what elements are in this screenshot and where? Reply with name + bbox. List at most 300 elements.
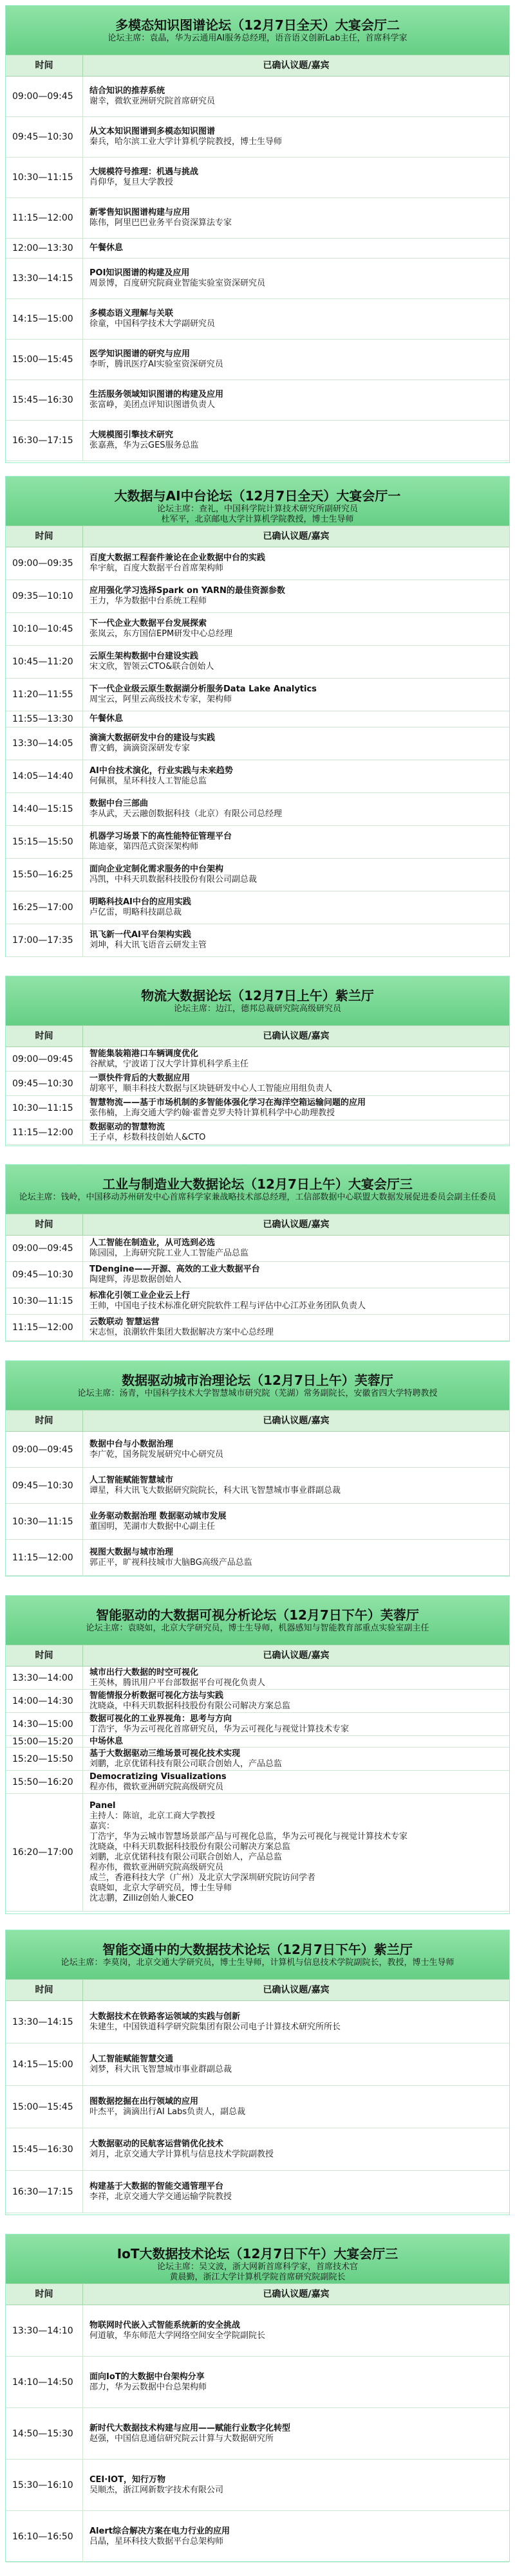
row-content bbox=[83, 1504, 509, 1539]
table-row bbox=[6, 760, 509, 793]
table-row bbox=[6, 1690, 509, 1713]
forum-header bbox=[6, 1596, 509, 1645]
header-topic: 已确认议题/嘉宾 bbox=[263, 1650, 330, 1661]
row-time: 11:15—12:00 bbox=[6, 198, 83, 238]
forum-host: 论坛主席：李莫岗，北京交通大学研究员，博士生导师，计算机与信息技术学院副院长，教授，博士生导师 bbox=[61, 1958, 454, 1968]
table-row bbox=[6, 117, 509, 158]
row-time: 14:00—14:30 bbox=[6, 1690, 83, 1712]
row-content bbox=[83, 679, 509, 711]
row-content bbox=[83, 1667, 509, 1689]
table-row bbox=[6, 2511, 509, 2562]
row-time: 09:00—09:45 bbox=[6, 1432, 83, 1467]
row-time: 09:45—10:30 bbox=[6, 117, 83, 157]
row-content bbox=[83, 117, 509, 157]
header-time: 时间 bbox=[6, 1411, 83, 1431]
row-speaker: 陈迪豪，第四范式资深架构师 bbox=[89, 842, 199, 852]
table-row bbox=[6, 158, 509, 198]
header-time: 时间 bbox=[6, 2284, 83, 2305]
forum-title: IoT大数据技术论坛（12月7日下午）大宴会厅三 bbox=[117, 2246, 398, 2261]
row-speaker: 肖仰华，复旦大学教授 bbox=[89, 178, 174, 187]
row-topic: 数据可视化的工业界视角：思考与方向 bbox=[89, 1713, 232, 1724]
row-speaker: 周宝云，阿里云高级技术专家，架构师 bbox=[89, 695, 232, 704]
row-speaker: 刘月，北京交通大学计算机与信息技术学院副教授 bbox=[89, 2149, 274, 2159]
row-speaker: 刘鹏，北京优锘科技有限公司联合创始人，产品总监 bbox=[89, 1758, 283, 1769]
header-topic: 已确认议题/嘉宾 bbox=[263, 2289, 330, 2299]
row-speaker: 朱建生，中国铁道科学研究院集团有限公司电子计算技术研究所所长 bbox=[89, 2022, 341, 2032]
row-content bbox=[83, 340, 509, 379]
forum-title: 大数据与AI中台论坛（12月7日全天）大宴会厅一 bbox=[114, 488, 401, 504]
table-row bbox=[6, 299, 509, 340]
table-row bbox=[6, 2460, 509, 2511]
row-time: 11:15—12:00 bbox=[6, 1540, 83, 1575]
row-speaker: 沈晓焱，中科天玑数据科技股份有限公司解决方案总监 bbox=[89, 1842, 291, 1852]
row-topic: 机器学习场景下的高性能特征管理平台 bbox=[89, 832, 232, 841]
row-speaker: 陶建辉，涛思数据创始人 bbox=[89, 1275, 182, 1284]
table-header bbox=[6, 1214, 509, 1236]
row-topic: 人工智能赋能智慧城市 bbox=[89, 1475, 174, 1485]
row-speaker: 何佩祺，星环科技人工智能总监 bbox=[89, 776, 207, 786]
row-speaker: 张伟楠，上海交通大学约翰·霍普克罗夫特计算机科学中心助理教授 bbox=[89, 1108, 335, 1118]
row-topic: 多模态语义理解与关联 bbox=[89, 309, 174, 318]
row-time: 09:45—10:30 bbox=[6, 1072, 83, 1095]
forum-host: 论坛主席：吴文波，浙大网新首席科学家，首席技术官 黄晨勤，浙江大学计算机学院首席研究院副院长 bbox=[156, 2262, 358, 2282]
row-topic: 人工智能赋能智慧交通 bbox=[89, 2054, 174, 2064]
table-row bbox=[6, 380, 509, 421]
row-content bbox=[83, 1120, 509, 1144]
row-topic: Democratizing Visualizations bbox=[89, 1771, 227, 1782]
row-topic: 新零售知识图谱构建与应用 bbox=[89, 208, 191, 217]
row-time: 14:40—15:15 bbox=[6, 793, 83, 825]
table-row bbox=[6, 340, 509, 380]
table-row bbox=[6, 793, 509, 826]
header-topic: 已确认议题/嘉宾 bbox=[263, 1031, 330, 1041]
row-content bbox=[83, 1288, 509, 1314]
row-time: 11:15—12:00 bbox=[6, 1315, 83, 1340]
row-speaker: 牟宇航，百度大数据平台首席架构师 bbox=[89, 563, 224, 573]
row-content bbox=[83, 2460, 509, 2510]
row-time: 15:45—16:30 bbox=[6, 380, 83, 420]
row-speaker: 成兰，香港科技大学（广州）及北京大学深圳研究院访问学者 bbox=[89, 1873, 316, 1883]
row-time: 14:50—15:30 bbox=[6, 2408, 83, 2459]
table-row bbox=[6, 1262, 509, 1288]
forum-header bbox=[6, 477, 509, 525]
table-row bbox=[6, 2043, 509, 2086]
table-row bbox=[6, 1713, 509, 1736]
forum-title: 数据驱动城市治理论坛（12月7日上午）芙蓉厅 bbox=[122, 1373, 393, 1388]
header-time: 时间 bbox=[6, 55, 83, 76]
row-content bbox=[83, 711, 509, 727]
row-topic: 午餐休息 bbox=[89, 243, 124, 253]
row-content bbox=[83, 421, 509, 461]
forum-section bbox=[5, 1360, 510, 1576]
row-topic: 大数据驱动的民航客运营销优化技术 bbox=[89, 2139, 224, 2149]
table-row bbox=[6, 1736, 509, 1748]
row-speaker: 沈志鹏，Zilliz创始人兼CEO bbox=[89, 1894, 194, 1903]
row-content bbox=[83, 1713, 509, 1735]
row-topic: AI中台技术演化，行业实践与未来趋势 bbox=[89, 766, 233, 776]
row-topic: Alert综合解决方案在电力行业的应用 bbox=[89, 2526, 230, 2536]
row-speaker: 曹文鹤，滴滴资深研发专家 bbox=[89, 744, 191, 753]
row-content bbox=[83, 1315, 509, 1340]
row-time: 14:05—14:40 bbox=[6, 760, 83, 792]
row-speaker: 秦兵，哈尔滨工业大学计算机学院教授，博士生导师 bbox=[89, 137, 283, 147]
header-topic: 已确认议题/嘉宾 bbox=[263, 60, 330, 71]
row-topic: 从文本知识图谱到多模态知识图谱 bbox=[89, 127, 216, 136]
forum-header bbox=[6, 1930, 509, 1979]
row-content bbox=[83, 1432, 509, 1467]
table-row bbox=[6, 2171, 509, 2213]
header-topic: 已确认议题/嘉宾 bbox=[263, 1416, 330, 1426]
row-time: 15:00—15:45 bbox=[6, 340, 83, 379]
row-content bbox=[83, 2357, 509, 2407]
row-time: 12:00—13:30 bbox=[6, 239, 83, 258]
row-speaker: 王帅，中国电子技术标准化研究院软件工程与评估中心江苏业务团队负责人 bbox=[89, 1301, 366, 1311]
row-topic: 下一代企业级云原生数据湖分析服务Data Lake Analytics bbox=[89, 684, 317, 694]
table-row bbox=[6, 1236, 509, 1262]
row-speaker: 卢亿雷，明略科技副总裁 bbox=[89, 908, 182, 917]
row-time: 09:00—09:45 bbox=[6, 1047, 83, 1071]
table-row bbox=[6, 2408, 509, 2460]
table-row bbox=[6, 77, 509, 117]
row-content bbox=[83, 2511, 509, 2562]
table-row bbox=[6, 1096, 509, 1120]
row-content bbox=[83, 158, 509, 197]
row-time: 14:15—15:00 bbox=[6, 2043, 83, 2085]
row-topic: CEI·IOT，知行万物 bbox=[89, 2474, 165, 2485]
row-time: 15:30—16:10 bbox=[6, 2460, 83, 2510]
row-content bbox=[83, 580, 509, 612]
row-speaker: 冯凯，中科天玑数据科技股份有限公司副总裁 bbox=[89, 875, 258, 884]
forum-host: 论坛主席：查礼，中国科学院计算技术研究所副研究员 杜军平，北京邮电大学计算机学院教授，博士生导师 bbox=[156, 504, 358, 524]
row-content bbox=[83, 826, 509, 858]
row-topic: 大规模图引擎技术研究 bbox=[89, 430, 174, 440]
forum-title: 工业与制造业大数据论坛（12月7日上午）大宴会厅三 bbox=[102, 1176, 413, 1192]
row-speaker: 邵力，华为云数据中台总架构师 bbox=[89, 2382, 207, 2392]
table-header bbox=[6, 525, 509, 547]
table-row bbox=[6, 646, 509, 679]
row-speaker: 周景博，百度研究院商业智能实验室资深研究员 bbox=[89, 279, 266, 288]
row-topic: 云原生架构数据中台建设实践 bbox=[89, 652, 199, 661]
table-row bbox=[6, 613, 509, 646]
row-content bbox=[83, 2305, 509, 2356]
forum-section bbox=[5, 976, 510, 1146]
row-topic: Panel bbox=[89, 1801, 116, 1811]
row-speaker: 程亦伟，微软亚洲研究院高级研究员 bbox=[89, 1863, 224, 1872]
header-topic: 已确认议题/嘉宾 bbox=[263, 1985, 330, 1995]
row-topic: 大规模符号推理：机遇与挑战 bbox=[89, 167, 199, 177]
table-row bbox=[6, 891, 509, 924]
row-time: 10:30—11:15 bbox=[6, 1096, 83, 1120]
table-row bbox=[6, 547, 509, 580]
row-topic: 医学知识图谱的研究与应用 bbox=[89, 349, 191, 359]
table-row bbox=[6, 198, 509, 239]
table-row bbox=[6, 2086, 509, 2128]
row-topic: 数据中台三部曲 bbox=[89, 799, 149, 808]
row-content bbox=[83, 1096, 509, 1120]
forum-section bbox=[5, 1595, 510, 1914]
row-topic: 业务驱动数据治理 数据驱动城市发展 bbox=[89, 1511, 227, 1521]
forum-host: 论坛主席：边江，德邦总裁研究院高级研究员 bbox=[173, 1004, 341, 1014]
row-content bbox=[83, 2128, 509, 2170]
row-topic: 基于大数据驱动三维场景可视化技术实现 bbox=[89, 1748, 241, 1758]
row-topic: TDengine——开源、高效的工业大数据平台 bbox=[89, 1265, 260, 1274]
row-topic: 构建基于大数据的智能交通管理平台 bbox=[89, 2181, 224, 2191]
row-time: 15:15—15:50 bbox=[6, 826, 83, 858]
row-speaker: 宋志恒，浪潮软件集团大数据解决方案中心总经理 bbox=[89, 1328, 274, 1337]
row-time: 09:00—09:35 bbox=[6, 547, 83, 580]
row-time: 10:30—11:15 bbox=[6, 1288, 83, 1314]
table-row bbox=[6, 679, 509, 711]
row-time: 09:45—10:30 bbox=[6, 1468, 83, 1503]
row-time: 15:00—15:20 bbox=[6, 1736, 83, 1747]
row-time: 13:30—14:10 bbox=[6, 2305, 83, 2356]
table-row bbox=[6, 1047, 509, 1072]
row-topic: 智慧物流——基于市场机制的多智能体强化学习在海洋空箱运输问题的应用 bbox=[89, 1097, 366, 1108]
row-speaker: 李昕，腾讯医疗AI实验室资深研究员 bbox=[89, 360, 223, 369]
row-topic: 大数据技术在铁路客运领域的实践与创新 bbox=[89, 2011, 241, 2022]
forum-section bbox=[5, 1164, 510, 1342]
row-topic: 结合知识的推荐系统 bbox=[89, 86, 165, 96]
row-speaker: 董国明，芜湖市大数据中心副主任 bbox=[89, 1521, 216, 1531]
table-row bbox=[6, 421, 509, 461]
row-content bbox=[83, 1736, 509, 1747]
table-header bbox=[6, 1025, 509, 1047]
row-time: 17:00—17:35 bbox=[6, 924, 83, 956]
table-row bbox=[6, 2001, 509, 2043]
row-speaker: 张岚云，东方国信EPM研发中心总经理 bbox=[89, 629, 233, 639]
row-time: 11:15—12:00 bbox=[6, 1120, 83, 1144]
row-content bbox=[83, 891, 509, 924]
row-speaker: 谭星，科大讯飞大数据研究院院长，科大讯飞智慧城市事业群副总裁 bbox=[89, 1485, 341, 1495]
row-content bbox=[83, 1468, 509, 1503]
table-row bbox=[6, 1504, 509, 1540]
row-speaker: 王力，华为数据中台系统工程师 bbox=[89, 596, 207, 606]
forum-header bbox=[6, 6, 509, 55]
row-time: 15:50—16:20 bbox=[6, 1771, 83, 1793]
forum-title: 多模态知识图谱论坛（12月7日全天）大宴会厅二 bbox=[115, 17, 400, 33]
row-speaker: 刘坤，科大讯飞语音云研发主管 bbox=[89, 940, 207, 950]
table-header bbox=[6, 1645, 509, 1667]
row-speaker: 宋文欣，智领云CTO&联合创始人 bbox=[89, 662, 214, 671]
header-time: 时间 bbox=[6, 526, 83, 547]
row-speaker: 张富峥，美团点评知识图谱负责人 bbox=[89, 400, 216, 410]
row-speaker: 胡寒平，顺丰科技大数据与区块链研发中心人工智能应用组负责人 bbox=[89, 1083, 333, 1093]
row-time: 13:30—14:15 bbox=[6, 259, 83, 298]
row-content bbox=[83, 646, 509, 678]
row-speaker: 李祥，北京交通大学交通运输学院教授 bbox=[89, 2191, 232, 2202]
table-row bbox=[6, 1771, 509, 1794]
row-topic: 明略科技AI中台的应用实践 bbox=[89, 897, 191, 907]
row-content bbox=[83, 2001, 509, 2043]
row-topic: POI知识图谱的构建及应用 bbox=[89, 268, 190, 278]
forum-title: 智能驱动的大数据可视分析论坛（12月7日下午）芙蓉厅 bbox=[96, 1607, 419, 1623]
row-time: 11:20—11:55 bbox=[6, 679, 83, 711]
row-speaker: 丁浩宇，华为云城市智慧场景部产品与可视化总监，华为云可视化与视觉计算技术专家 bbox=[89, 1832, 408, 1841]
row-content bbox=[83, 1047, 509, 1071]
row-speaker: 程亦伟，微软亚洲研究院高级研究员 bbox=[89, 1782, 224, 1792]
row-time: 09:45—10:30 bbox=[6, 1262, 83, 1288]
row-content bbox=[83, 2043, 509, 2085]
header-time: 时间 bbox=[6, 1026, 83, 1046]
forum-host: 论坛主席：钱岭，中国移动苏州研发中心首席科学家兼战略技术部总经理，工信部数据中心联盟大数据发展促进委员会副主任委员 bbox=[19, 1192, 496, 1202]
table-row bbox=[6, 1288, 509, 1315]
table-row bbox=[6, 1432, 509, 1468]
table-header bbox=[6, 1410, 509, 1432]
row-topic: 视图大数据与城市治理 bbox=[89, 1547, 174, 1557]
header-time: 时间 bbox=[6, 1645, 83, 1666]
row-time: 09:00—09:45 bbox=[6, 77, 83, 116]
row-speaker: 丁浩宇，华为云可视化首席研究员，华为云可视化与视觉计算技术专家 bbox=[89, 1724, 350, 1734]
row-time: 13:30—14:05 bbox=[6, 727, 83, 760]
row-content bbox=[83, 924, 509, 956]
row-topic: 生活服务领域知识图谱的构建及应用 bbox=[89, 390, 224, 399]
row-content bbox=[83, 239, 509, 258]
table-row bbox=[6, 1667, 509, 1690]
row-content bbox=[83, 1748, 509, 1770]
row-speaker: 嘉宾： bbox=[89, 1822, 115, 1831]
row-time: 15:20—15:50 bbox=[6, 1748, 83, 1770]
row-content bbox=[83, 1072, 509, 1095]
row-speaker: 叶杰平，滴滴出行AI Labs负责人，副总裁 bbox=[89, 2106, 246, 2117]
header-time: 时间 bbox=[6, 1980, 83, 2000]
forum-host: 论坛主席：袁晓如，北京大学研究员，博士生导师，机器感知与智能教育部重点实验室副主任 bbox=[86, 1623, 429, 1633]
row-topic: 滴滴大数据研发中台的建设与实践 bbox=[89, 733, 216, 743]
forum-title: 智能交通中的大数据技术论坛（12月7日下午）紫兰厅 bbox=[102, 1942, 413, 1957]
row-time: 09:00—09:45 bbox=[6, 1236, 83, 1261]
row-topic: 数据驱动的智慧物流 bbox=[89, 1122, 165, 1132]
row-time: 09:35—10:10 bbox=[6, 580, 83, 612]
row-content bbox=[83, 2408, 509, 2459]
row-topic: 物联网时代嵌入式智能系统新的安全挑战 bbox=[89, 2320, 241, 2330]
row-topic: 午餐休息 bbox=[89, 714, 124, 724]
row-topic: 应用强化学习选择Spark on YARN的最佳资源参数 bbox=[89, 586, 285, 596]
row-speaker: 陈伟，阿里巴巴业务平台资深算法专家 bbox=[89, 218, 232, 228]
row-speaker: 王英林，腾讯用户平台部数据平台可视化负责人 bbox=[89, 1677, 266, 1688]
row-speaker: 沈晓焱，中科天玑数据科技股份有限公司解决方案总监 bbox=[89, 1701, 291, 1711]
table-row bbox=[6, 859, 509, 891]
row-content bbox=[83, 2086, 509, 2128]
row-content bbox=[83, 259, 509, 298]
forum-title: 物流大数据论坛（12月7日上午）紫兰厅 bbox=[141, 988, 374, 1003]
table-row bbox=[6, 924, 509, 957]
row-content bbox=[83, 1794, 509, 1911]
table-row bbox=[6, 1794, 509, 1912]
table-row bbox=[6, 1120, 509, 1145]
row-speaker: 何道敏，华东师范大学网络空间安全学院副院长 bbox=[89, 2330, 266, 2341]
forum-header bbox=[6, 1361, 509, 1410]
row-topic: 数据中台与小数据治理 bbox=[89, 1439, 174, 1449]
row-topic: 图数据挖掘在出行领域的应用 bbox=[89, 2096, 199, 2106]
row-time: 16:20—17:00 bbox=[6, 1794, 83, 1911]
row-content bbox=[83, 1771, 509, 1793]
header-time: 时间 bbox=[6, 1214, 83, 1235]
row-topic: 一票快件背后的大数据应用 bbox=[89, 1073, 191, 1083]
row-content bbox=[83, 77, 509, 116]
row-content bbox=[83, 547, 509, 580]
table-row bbox=[6, 1748, 509, 1771]
row-topic: 面向IoT的大数据中台架构分享 bbox=[89, 2371, 205, 2382]
row-time: 10:45—11:20 bbox=[6, 646, 83, 678]
header-topic: 已确认议题/嘉宾 bbox=[263, 1219, 330, 1230]
row-time: 16:30—17:15 bbox=[6, 2171, 83, 2213]
row-content bbox=[83, 793, 509, 825]
row-content bbox=[83, 2171, 509, 2213]
row-speaker: 王子卓，杉数科技创始人&CTO bbox=[89, 1132, 206, 1142]
forum-section bbox=[5, 476, 510, 957]
row-topic: 标准化引领工业企业云上行 bbox=[89, 1291, 191, 1301]
table-row bbox=[6, 239, 509, 259]
row-speaker: 吴顺杰，浙江网新数字技术有限公司 bbox=[89, 2485, 224, 2495]
row-content bbox=[83, 727, 509, 760]
table-header bbox=[6, 55, 509, 77]
table-row bbox=[6, 2128, 509, 2171]
table-header bbox=[6, 2283, 509, 2305]
row-time: 10:10—10:45 bbox=[6, 613, 83, 645]
header-topic: 已确认议题/嘉宾 bbox=[263, 531, 330, 542]
table-row bbox=[6, 711, 509, 727]
row-time: 10:30—11:15 bbox=[6, 158, 83, 197]
row-speaker: 李从武，天云融创数据科技（北京）有限公司总经理 bbox=[89, 809, 283, 819]
forum-header bbox=[6, 2234, 509, 2283]
row-speaker: 徐童，中国科学技术大学副研究员 bbox=[89, 319, 216, 329]
row-time: 11:55—13:30 bbox=[6, 711, 83, 727]
table-row bbox=[6, 826, 509, 859]
row-content bbox=[83, 198, 509, 238]
row-time: 14:10—14:50 bbox=[6, 2357, 83, 2407]
row-time: 15:00—15:45 bbox=[6, 2086, 83, 2128]
row-time: 10:30—11:15 bbox=[6, 1504, 83, 1539]
row-time: 14:15—15:00 bbox=[6, 299, 83, 339]
forum-header bbox=[6, 1165, 509, 1214]
forum-section bbox=[5, 2234, 510, 2562]
row-speaker: 郭正平，旷视科技城市大脑BG高级产品总监 bbox=[89, 1557, 252, 1567]
row-topic: 智能集装箱港口车辆调度优化 bbox=[89, 1048, 199, 1059]
row-time: 13:30—14:00 bbox=[6, 1667, 83, 1689]
row-topic: 百度大数据工程套件兼论在企业数据中台的实践 bbox=[89, 553, 266, 563]
row-content bbox=[83, 1236, 509, 1261]
row-content bbox=[83, 760, 509, 792]
row-speaker: 陈园园，上海研究院工业人工智能产品总监 bbox=[89, 1248, 249, 1258]
row-time: 13:30—14:15 bbox=[6, 2001, 83, 2043]
row-topic: 人工智能在制造业，从可选到必选 bbox=[89, 1238, 216, 1248]
row-topic: 智能情报分析数据可视化方法与实践 bbox=[89, 1690, 224, 1701]
row-time: 16:25—17:00 bbox=[6, 891, 83, 924]
row-speaker: 谷猷斌，宁波诺丁汉大学计算机科学系主任 bbox=[89, 1059, 249, 1069]
row-topic: 面向企业定制化需求服务的中台架构 bbox=[89, 864, 224, 874]
forum-header bbox=[6, 976, 509, 1025]
row-content bbox=[83, 1262, 509, 1288]
row-speaker: 赵强，中国信息通信研究院云计算与大数据研究所 bbox=[89, 2433, 274, 2444]
row-speaker: 吕晶，星环科技大数据平台总架构师 bbox=[89, 2536, 224, 2546]
row-speaker: 张嘉燕，华为云GES服务总监 bbox=[89, 441, 199, 450]
row-speaker: 刘鹏，北京优锘科技有限公司联合创始人，产品总监 bbox=[89, 1852, 283, 1862]
row-speaker: 刘梦，科大讯飞智慧城市事业群副总裁 bbox=[89, 2064, 232, 2074]
row-content bbox=[83, 1540, 509, 1575]
row-topic: 新时代大数据技术构建与应用——赋能行业数字化转型 bbox=[89, 2423, 291, 2433]
row-time: 14:30—15:00 bbox=[6, 1713, 83, 1735]
forum-section bbox=[5, 1930, 510, 2215]
table-row bbox=[6, 580, 509, 613]
table-row bbox=[6, 2357, 509, 2408]
row-time: 15:50—16:25 bbox=[6, 859, 83, 891]
table-row bbox=[6, 727, 509, 760]
table-row bbox=[6, 1315, 509, 1341]
table-row bbox=[6, 259, 509, 299]
forum-host: 论坛主席：袁晶，华为云通用AI服务总经理，语音语义创新Lab主任，首席科学家 bbox=[108, 33, 407, 43]
row-content bbox=[83, 380, 509, 420]
table-row bbox=[6, 2305, 509, 2357]
row-topic: 城市出行大数据的时空可视化 bbox=[89, 1667, 199, 1677]
